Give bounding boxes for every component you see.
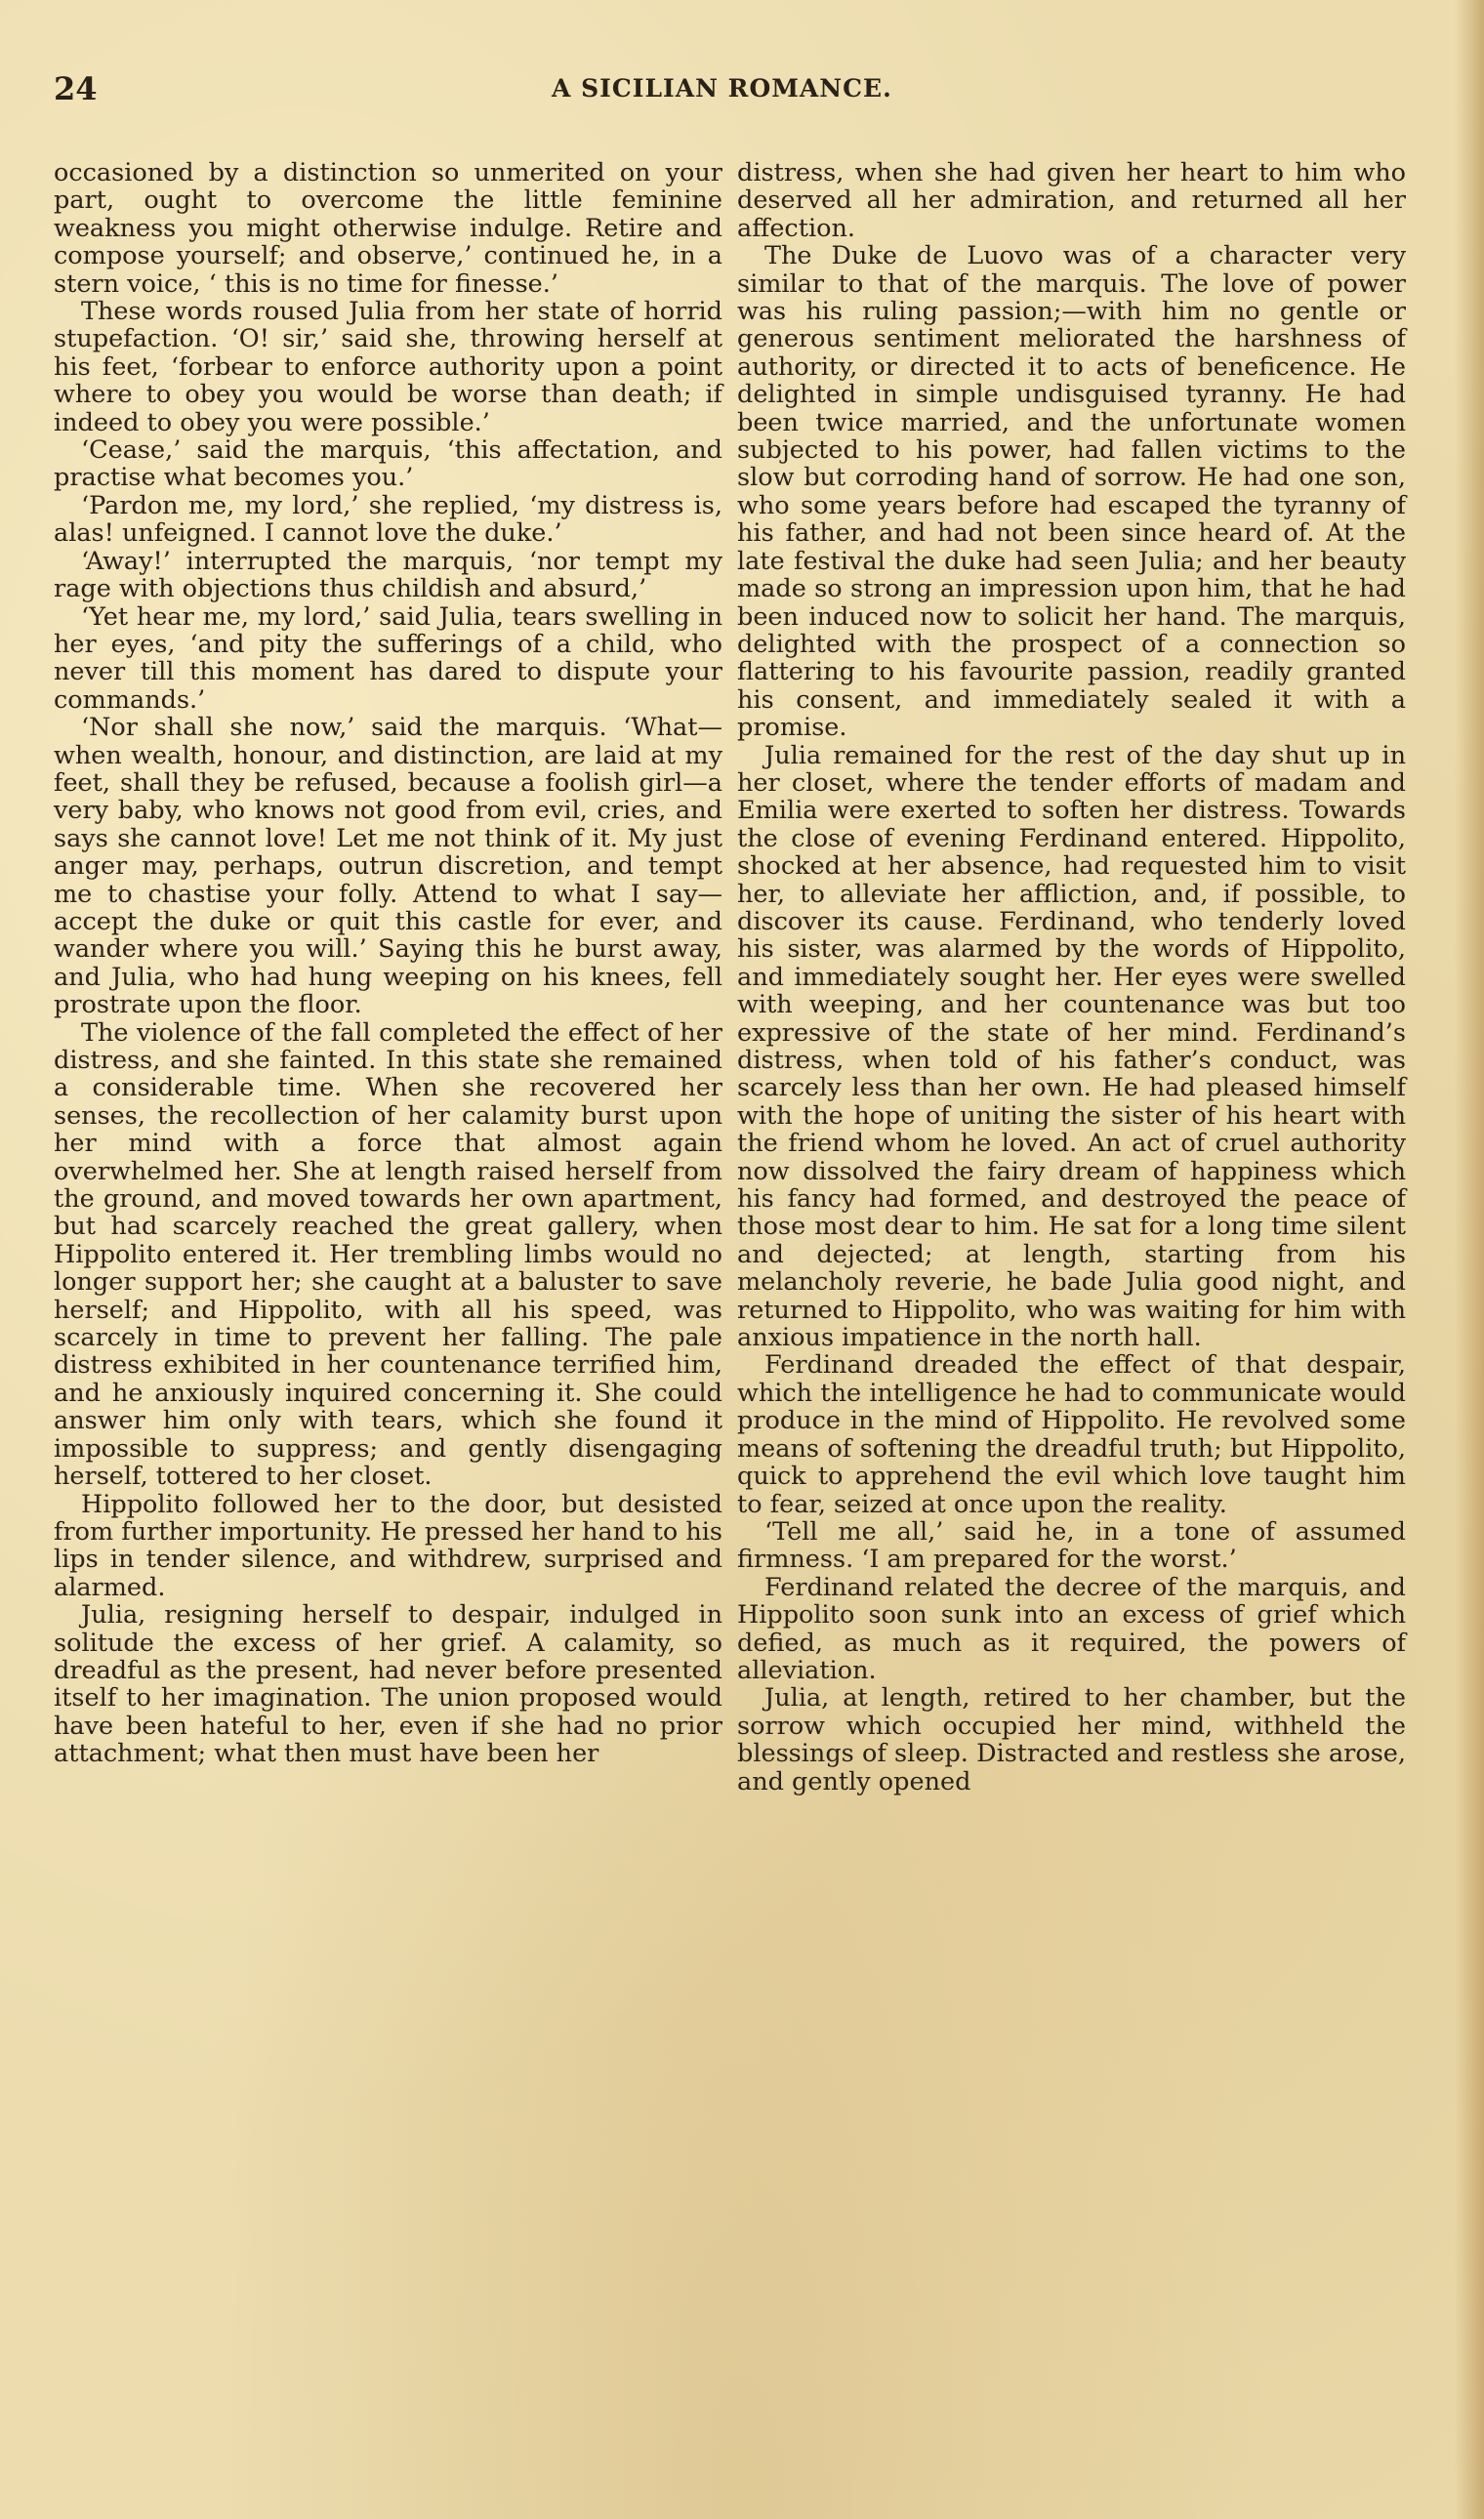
paragraph: ‘Away!’ interrupted the marquis, ‘nor tempt my rage with objections thus childish and absurd,’ <box>54 546 722 604</box>
page-edge-shadow <box>1455 0 1484 2519</box>
paragraph: occasioned by a distinction so unmerited on your part, ought to overcome the little feminine weakness you might otherwise indulge. Retire and compose yourself; and observe,’ continued he, in a stern voice, ‘ this is no time for finesse.’ <box>54 158 722 299</box>
paragraph: ‘Pardon me, my lord,’ she replied, ‘my distress is, alas! unfeigned. I cannot love the duke.’ <box>54 490 722 549</box>
paragraph: Julia remained for the rest of the day shut up in her closet, where the tender efforts of madam and Emilia were exerted to soften her distress. Towards the close of evening Ferdinand entered. Hippolito, shocked at her absence, had requested him to visit her, to alleviate her affliction, and, if possible, to discover its cause. Ferdinand, who tenderly loved his sister, was alarmed by the words of Hippolito, and immediately sought her. Her eyes were swelled with weeping, and her countenance was but too expressive of the state of her mind. Ferdinand’s distress, when told of his father’s conduct, was scarcely less than her own. He had pleased himself with the hope of uniting the sister of his heart with the friend whom he loved. An act of cruel authority now dissolved the fairy dream of happiness which his fancy had formed, and destroyed the peace of those most dear to him. He sat for a long time silent and dejected; at length, starting from his melancholy reverie, he bade Julia good night, and returned to Hippolito, who was waiting for him with anxious impatience in the north hall. <box>737 740 1406 1353</box>
paragraph: ‘Cease,’ said the marquis, ‘this affectation, and practise what becomes you.’ <box>54 435 722 493</box>
paragraph: The Duke de Luovo was of a character very similar to that of the marquis. The love of power was his ruling passion;—with him no gentle or generous sentiment meliorated the harshness of authority, or directed it to acts of beneficence. He delighted in simple undisguised tyranny. He had been twice married, and the unfortunate women subjected to his power, had fallen victims to the slow but corroding hand of sorrow. He had one son, who some years before had escaped the tyranny of his father, and had not been since heard of. At the late festival the duke had seen Julia; and her beauty made so strong an impression upon him, that he had been induced now to solicit her hand. The marquis, delighted with the prospect of a connection so flattering to his favourite passion, readily granted his consent, and immediately sealed it with a promise. <box>737 241 1406 743</box>
paragraph: Julia, resigning herself to despair, indulged in solitude the excess of her grief. A calamity, so dreadful as the present, had never before presented itself to her imagination. The union proposed would have been hateful to her, even if she had no prior attachment; what then must have been her <box>54 1600 722 1769</box>
paragraph: Ferdinand dreaded the effect of that despair, which the intelligence he had to communicate would produce in the mind of Hippolito. He revolved some means of softening the dreadful truth; but Hippolito, quick to apprehend the evil which love taught him to fear, seized at once upon the reality. <box>737 1350 1406 1519</box>
paragraph: The violence of the fall completed the effect of her distress, and she fainted. In this state she remained a considerable time. When she recovered her senses, the recollection of her calamity burst upon her mind with a force that almost again overwhelmed her. She at length raised herself from the ground, and moved towards her own apartment, but had scarcely reached the great gallery, when Hippolito entered it. Her trembling limbs would no longer support her; she caught at a baluster to save herself; and Hippolito, with all his speed, was scarcely in time to prevent her falling. The pale distress exhibited in her countenance terrified him, and he anxiously inquired concerning it. She could answer him only with tears, which she found it impossible to suppress; and gently disengaging herself, tottered to her closet. <box>54 1017 722 1492</box>
paragraph: These words roused Julia from her state of horrid stupefaction. ‘O! sir,’ said she, throwing herself at his feet, ‘forbear to enforce authority upon a point where to obey you would be worse than death; if indeed to obey you were possible.’ <box>54 297 722 437</box>
paragraph: ‘Nor shall she now,’ said the marquis. ‘What—when wealth, honour, and distinction, are laid at my feet, shall they be refused, because a foolish girl—a very baby, who knows not good from evil, cries, and says she cannot love! Let me not think of it. My just anger may, perhaps, outrun discretion, and tempt me to chastise your folly. Attend to what I say—accept the duke or quit this castle for ever, and wander where you will.’ Saying this he burst away, and Julia, who had hung weeping on his knees, fell prostrate upon the floor. <box>54 713 722 1020</box>
running-title: A SICILIAN ROMANCE. <box>552 74 892 103</box>
paragraph: Hippolito followed her to the door, but desisted from further importunity. He pressed her hand to his lips in tender silence, and withdrew, surprised and alarmed. <box>54 1489 722 1602</box>
paragraph: ‘Yet hear me, my lord,’ said Julia, tears swelling in her eyes, ‘and pity the sufferings of a child, who never till this moment has dared to dispute your commands.’ <box>54 601 722 715</box>
left-column <box>54 159 722 1768</box>
paragraph: Julia, at length, retired to her chamber, but the sorrow which occupied her mind, withheld the blessings of sleep. Distracted and restless she arose, and gently opened <box>737 1683 1406 1796</box>
right-column <box>737 159 1406 1796</box>
page-number: 24 <box>54 70 98 107</box>
paragraph: distress, when she had given her heart to him who deserved all her admiration, and returned all her affection. <box>737 158 1406 243</box>
paragraph: ‘Tell me all,’ said he, in a tone of assumed firmness. ‘I am prepared for the worst.’ <box>737 1516 1406 1575</box>
paragraph: Ferdinand related the decree of the marquis, and Hippolito soon sunk into an excess of grief which defied, as much as it required, the powers of alleviation. <box>737 1572 1406 1685</box>
page-header <box>54 70 1421 119</box>
